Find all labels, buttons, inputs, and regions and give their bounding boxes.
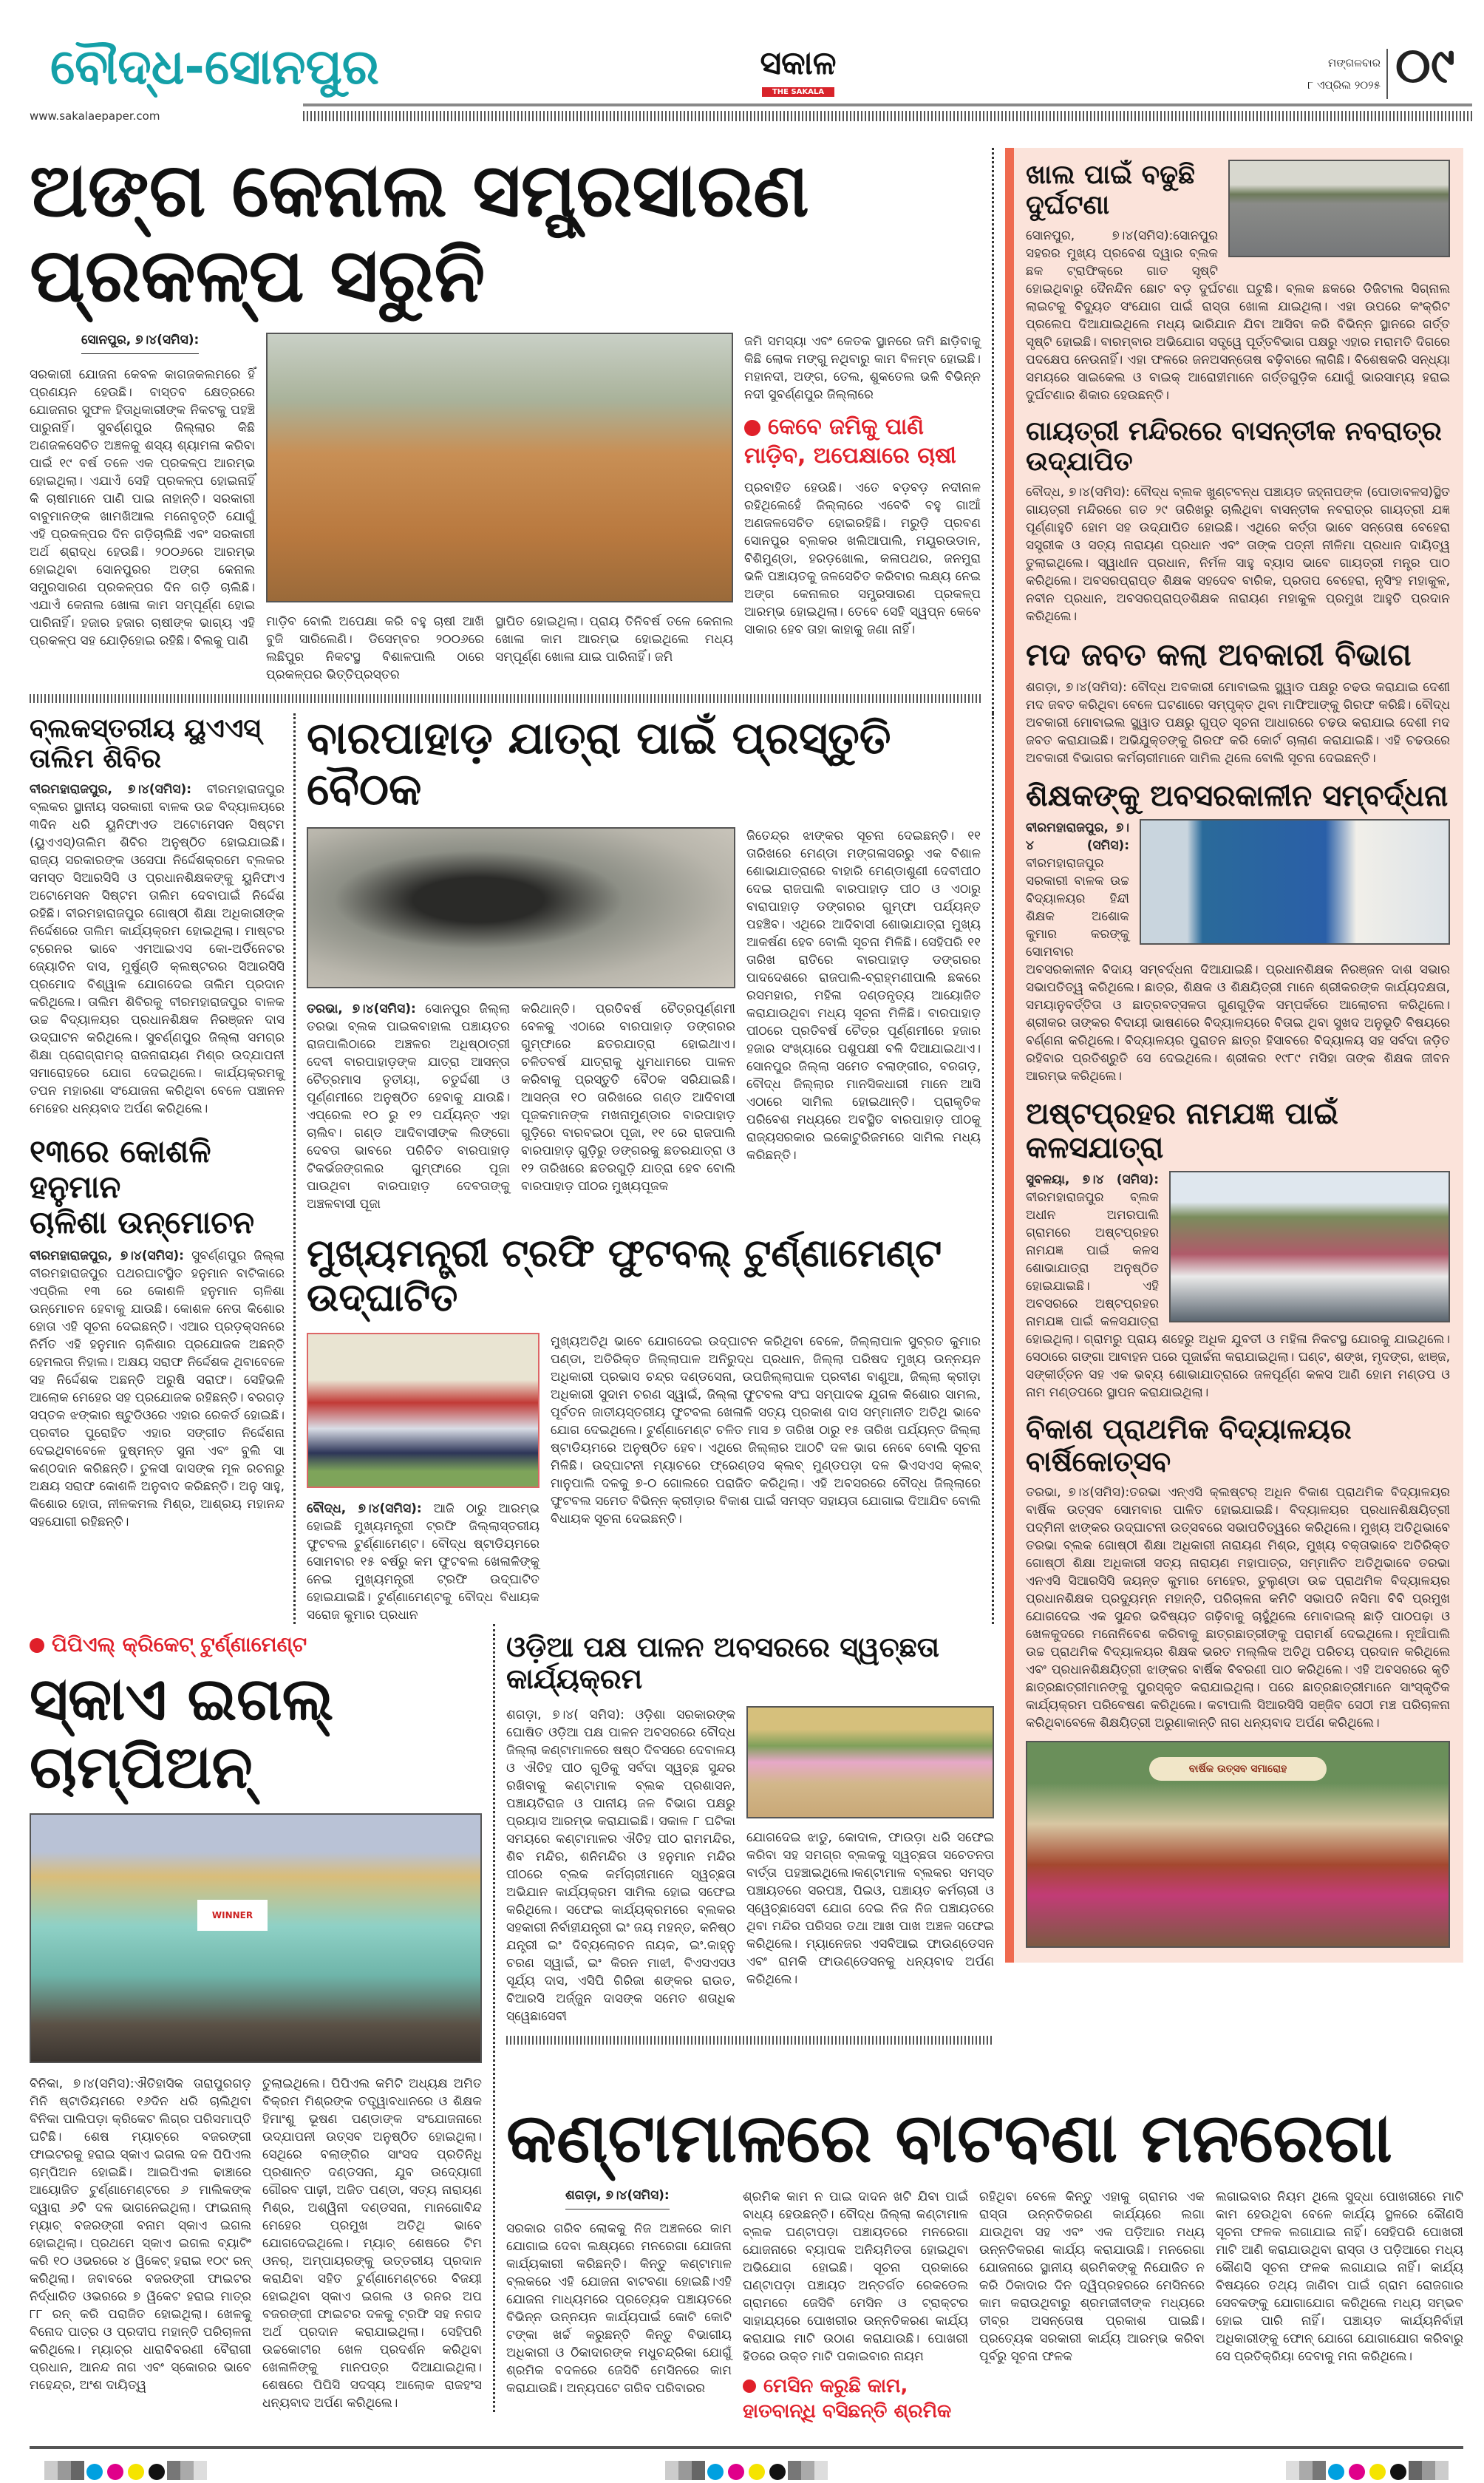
football-headline: ମୁଖ୍ୟମନ୍ତ୍ରୀ ଟ୍ରଫି ଫୁଟବଲ୍ ଟୁର୍ଣ୍ଣାମେଣ୍ଟ ଉଦ୍‌ଘାଟିତ: [307, 1232, 942, 1320]
footer: [30, 2446, 1463, 2483]
swachhata-col2: ଯୋଗଦେଇ ଝାଡୁ, କୋଦାଳ, ଫାଉଡ଼ା ଧରି ସଫେଇ କରିବା ସହ ସମଗ୍ର ବ୍ଲକକୁ ସ୍ୱଚ୍ଛତା ସଚେତନତା ବାର୍ତ୍ତା ପହଞ୍ଚାଇଥିଲେ।କଣ୍ଟାମାଳ ବ୍ଲକର ସମସ୍ତ ପଞ୍ଚାୟତରେ ସରପଞ୍ଚ, ପିଇଓ, ପଞ୍ଚାୟତ କର୍ମଚାରୀ ଓ ସ୍ୱେଚ୍ଛାସେବୀ ଯୋଗ ଦେଇ ନିଜ ନିଜ ପଞ୍ଚାୟତରେ ଥିବା ମନ୍ଦିର ପରିସର ତଥା ଆଖ ପାଖ ଅଞ୍ଚଳ ସଫେଇ କରିଥିଲେ। ମ୍ୟାନେଜର ଏସବିଆଇ ଫାଉଣ୍ଡେସନ ଏବଂ ରାମକି ଫାଉଣ୍ଡେସନକୁ ଧନ୍ୟବାଦ ଅର୍ପଣ କରିଥିଲେ।: [746, 1830, 994, 1987]
felicitation-photo: [1140, 819, 1450, 945]
lead-col1: ସରକାରୀ ଯୋଜନା କେବଳ କାଗଜକଲମରେ ହିଁ ପ୍ରଣୟନ ହେଉଛି। ବାସ୍ତବ କ୍ଷେତ୍ରରେ ଯୋଜନାର ସୁଫଳ ହିତାଧିକାରୀଙ୍କ ନିକଟକୁ ପହଞ୍ଚି ପାରୁନାହିଁ। ସୁବର୍ଣ୍ଣପୁର ଜିଲ୍ଲାର କିଛି ଅଣଜଳସେଚିତ ଅଞ୍ଚଳକୁ ଶସ୍ୟ ଶ୍ୟାମଳା କରିବା ପାଇଁ ୧୯ ବର୍ଷ ତଳେ ଏକ ପ୍ରକଳ୍ପ ଆରମ୍ଭ ହୋଇଥିଲା। ଏଯାଏଁ ସେହି ପ୍ରକଳ୍ପ ହୋଇନାହିଁ କି ଚାଷୀମାନେ ପାଣି ପାଇ ନାହାନ୍ତି। ସରକାରୀ ବାବୁମାନଙ୍କ ଖାମଖିଆଲ ମନୋବୃତ୍ତି ଯୋଗୁଁ ଏହି ପ୍ରକଳ୍ପର ଦିନ ଗଡ଼ିଚାଲିଛି ଏବଂ ସରକାରୀ ଅର୍ଥ ଶ୍ରାଦ୍ଧ ହେଉଛି। ୨୦୦୬ରେ ଆରମ୍ଭ ହୋଇଥିବା ସୋନପୁରର ଅଙ୍ଗ କେନାଲ ସମ୍ପ୍ରସାରଣ ପ୍ରକଳ୍ପର ଦିନ ଗଡ଼ି ଚାଲିଛି। ଏଯାଏଁ କେନାଲ ଖୋଳା କାମ ସମ୍ପୂର୍ଣ୍ଣ ହୋଇ ପାରିନାହିଁ। ହଜାର ହଜାର ଚାଷୀଙ୍କ ଭାଗ୍ୟ ଏହି ପ୍ରକଳ୍ପ ସହ ଯୋଡ଼ିହୋଇ ରହିଛି। ବିଲକୁ ପାଣି: [30, 367, 255, 648]
khala-headline: ଖାଲ ପାଇଁ ବଢୁଛି ଦୁର୍ଘଟଣା: [1026, 160, 1195, 221]
color-registration-marks: [44, 2461, 1449, 2483]
kalasa-headline: ଅଷ୍ଟପ୍ରହର ନାମଯଜ୍ଞ ପାଇଁ କଳସଯାତ୍ରା: [1026, 1096, 1338, 1165]
kalasa-body-b: ଶହେରୁ ଅଧିକ ଯୁବତୀ ଓ ମହିଳା ନିକଟସ୍ଥ ଯୋରକୁ ଯାଇଥିଲେ। ସେଠାରେ ଗଙ୍ଗା ଆବାହନ ପରେ ପୂଜାର୍ଚ୍ଚନା କରାଯାଇଥିଲା। ଘଣ୍ଟ, ଶଙ୍ଖ, ମୃଦଙ୍ଗ, ଝାଞ୍ଜ, ସଙ୍କୀର୍ତ୍ତନ ସହ ଏକ ଭବ୍ୟ ଶୋଭାଯାତ୍ରାରେ ଜଳପୂର୍ଣ୍ଣ କଳସ ଆଣି ହୋମ ମଣ୍ଡପ ଓ ନାମ ମଣ୍ଡପରେ ସ୍ଥାପନ କରାଯାଇଥିଲା।: [1026, 1331, 1450, 1400]
cave-photo: [307, 827, 735, 988]
football-team-photo: [307, 1333, 540, 1488]
swachhata-story: [506, 1624, 994, 2055]
vikash-headline: ବିକାଶ ପ୍ରାଥମିକ ବିଦ୍ୟାଳୟର ବାର୍ଷିକୋତ୍ସବ: [1026, 1413, 1352, 1478]
canal-photo: [266, 333, 733, 602]
page-number: ୦୯: [1395, 37, 1455, 94]
logo-text: ସକାଳ: [760, 44, 837, 82]
sambardhana-body: ବୀରମହାରାଜପୁର, ୭।୪ (ସମିସ): ବୀରମହାରାଜପୁର ସରକାରୀ ବାଳକ ଉଚ୍ଚ ବିଦ୍ୟାଳୟର ହିନ୍ଦୀ ଶିକ୍ଷକ ଅଶୋକ କୁମାର କରଙ୍କୁ ସୋମବାର ଅବସରକାଳୀନ ବିଦାୟ ସମ୍ବର୍ଦ୍ଧନା ଦିଆଯାଇଛି। ପ୍ରଧାନଶିକ୍ଷକ ନିରଞ୍ଜନ ଦାଶ ସଭାର ସଭାପତିତ୍ୱ କରିଥିଲେ। ଛାତ୍ର, ଶିକ୍ଷକ ଓ ଶିକ୍ଷୟିତ୍ରୀ ମାନେ ଶ୍ରୀକରଙ୍କ କାର୍ଯ୍ୟଦକ୍ଷତା, ସମୟାନୁବର୍ତ୍ତିତା ଓ ଛାତ୍ରବତ୍ସଳତା ଗୁଣଗୁଡ଼ିକ ସମ୍ପର୍କରେ ଆଲୋଚନା କରିଥିଲେ। ଶ୍ରୀକର ତାଙ୍କର ବିଦାୟୀ ଭାଷଣରେ ବିଦ୍ୟାଳୟରେ ବିତାଇ ଥିବା ସୁଖଦ ଅନୁଭୂତି ବିଷୟରେ ବର୍ଣ୍ଣନା କରିଥିଲେ। ବିଦ୍ୟାଳୟର ପୁରାତନ ଛାତ୍ର ହିସାବରେ ବିଦ୍ୟାଳୟ ସହ ସର୍ବଦା ଜଡ଼ିତ ରହିବାର ପ୍ରତିଶ୍ରୁତି ସେ ଦେଇଥିଲେ। ଶ୍ରୀକର ୧୯୮୯ ମସିହା ତାଙ୍କ ଶିକ୍ଷକ ଜୀବନ ଆରମ୍ଭ କରିଥିଲେ।: [1026, 820, 1450, 1084]
issue-day: ମଙ୍ଗଳବାର: [1327, 56, 1381, 69]
sambardhana-headline: ଶିକ୍ଷକଙ୍କୁ ଅବସରକାଳୀନ ସମ୍ବର୍ଦ୍ଧନା: [1026, 778, 1449, 813]
barapahad-col2: କରିଥାନ୍ତି। ପ୍ରତିବର୍ଷ ଚୈତ୍ରପୂର୍ଣ୍ଣମୀ ବେଳକୁ ଏଠାରେ ବାରପାହାଡ଼ ଡଙ୍ଗରର ଗୁମ୍ଫାରେ ଛତରଯାତ୍ରା ହୋଇଥାଏ। ଚଳିତବର୍ଷ ଯାତ୍ରାକୁ ଧୁମଧାମରେ ପାଳନ କରିବାକୁ ପ୍ରସ୍ତୁତି ବୈଠକ ସରିଯାଇଛି। ଆସନ୍ତା ୧୦ ତାରିଖରେ ଗଣ୍ଡ ଆଦିବାସୀ ପୂଜକମାନଙ୍କ ମଖନାମୁଣ୍ଡାର ବାରପାହାଡ଼ ଗୁଡ଼ିରେ ବାରବଇଠା ପୂଜା, ୧୧ ରେ ରାଜପାଲି ବାରପାହାଡ଼ ଗୁଡ଼ିରୁ ଡଙ୍ଗରକୁ ଛତରଯାତ୍ରା ଓ ୧୨ ତାରିଖରେ ଛତରଗୁଡ଼ି ଯାତ୍ରା ହେବ ବୋଲି ବାରପାହାଡ଼ ପୀଠର ମୁଖ୍ୟପୂଜକ: [521, 1002, 735, 1194]
lead-kicker: କେବେ ଜମିକୁ ପାଣି ମାଡ଼ିବ, ଅପେକ୍ଷାରେ ଚାଷୀ: [744, 414, 956, 469]
lead-dateline: ସୋନପୁର, ୭।୪(ସମିସ):: [81, 333, 199, 354]
lead-col4b: ପ୍ରବାହିତ ହେଉଛି। ଏତେ ବଡ଼ବଡ଼ ନଦୀନାଳ ରହିଥିଲେହେଁ ଜିଲ୍ଲାରେ ଏବେବି ବହୁ ଗାଆଁ ଅଣଜଳସେଚିତ ହୋଇରହିଛି। ମରୁଡ଼ି ପ୍ରବଣ ସୋନପୁର ବ୍ଲକର ଖଲିଆପାଲି, ମୟୂରଉଡାନ, ବିଶିମୁଣ୍ଡା, ହରଡ଼ଖୋଲ, କଳାପଥର, ଜନମୁରା ଭଳି ପଞ୍ଚାୟତକୁ ଜଳସେଚିତ କରିବାର ଲକ୍ଷ୍ୟ ନେଇ ଅଙ୍ଗ କେନାଲର ସମ୍ପ୍ରସାରଣ ପ୍ରକଳ୍ପ ଆରମ୍ଭ ହୋଇଥିଲା। ତେବେ ସେହି ସ୍ୱପ୍ନ କେବେ ସାକାର ହେବ ତାହା କାହାକୁ ଜଣା ନାହିଁ।: [744, 480, 981, 637]
website-url[interactable]: www.sakalaepaper.com: [30, 109, 164, 123]
manrega-dateline: ଶଗଡ଼ା, ୭।୪(ସମିସ):: [565, 2188, 670, 2209]
procession-photo: [1169, 1171, 1450, 1322]
swachhata-headline: ଓଡ଼ିଆ ପକ୍ଷ ପାଳନ ଅବସରରେ ସ୍ୱଚ୍ଛତା କାର୍ଯ୍ୟକ୍ରମ: [506, 1630, 939, 1696]
cricket-team-photo: [30, 1813, 482, 2063]
sakala-logo: [732, 44, 865, 97]
mid-section: [30, 713, 994, 1624]
vikash-story: [1026, 1413, 1450, 1948]
sambardhana-body-a: ବୀରମହାରାଜପୁର ସରକାରୀ ବାଳକ ଉଚ୍ଚ ବିଦ୍ୟାଳୟର ହିନ୍ଦୀ ଶିକ୍ଷକ ଅଶୋକ କୁମାର କରଙ୍କୁ ସୋମବାର: [1026, 855, 1129, 959]
kalasa-body-a: ବୀରମହାରାଜପୁର ବ୍ଲକ ଅଧୀନ ଅମରପାଲି ଗ୍ରାମରେ ଅଷ୍ଟପ୍ରହର ନାମଯଜ୍ଞ ପାଇଁ କଳସ ଶୋଭାଯାତ୍ରା ଅନୁଷ୍ଠିତ ହୋଇଯାଇଛି। ଏହି ଅବସରରେ ଅଷ୍ଟପ୍ରହର ନାମଯଜ୍ଞ ପାଇଁ କଳସଯାତ୍ରା ହୋଇଥିଲା। ଗ୍ରାମରୁ ପ୍ରାୟ: [1026, 1189, 1159, 1347]
vikash-body: ତରଭା, ୭।୪(ସମିସ):ତରଭା ଏନ୍‌ଏସି କ୍ଲଷ୍ଟର୍ ଅଧିନ ବିକାଶ ପ୍ରାଥମିକ ବିଦ୍ୟାଳୟର ବାର୍ଷିକ ଉତ୍ସବ ସୋମବାର ପାଳିତ ହୋଇଯାଇଛି। ବିଦ୍ୟାଳୟର ପ୍ରଧାନଶିକ୍ଷୟିତ୍ରୀ ପଦ୍ମିନୀ ଝାଙ୍କର ଉଦ୍‌ଘାଟନୀ ଉତ୍ସବରେ ସଭାପତିତ୍ୱରେ କରିଥିଲେ। ମୁଖ୍ୟ ଅତିଥିଭାବେ ତରଭା ବ୍ଲକ ଗୋଷ୍ଠୀ ଶିକ୍ଷା ଅଧିକାରୀ ନାରାୟଣ ମିଶ୍ର, ମୁଖ୍ୟ ବକ୍ତାଭାବେ ଅତିରିକ୍ତ ଗୋଷ୍ଠୀ ଶିକ୍ଷା ଅଧିକାରୀ ସତ୍ୟ ନାରାୟଣ ମହାପାତ୍ର, ସମ୍ମାନିତ ଅତିଥିଭାବେ ତରଭା ଏନଏସି ସିଆରସିସି ଜୟନ୍ତ କୁମାର ମେହେର, ତୁଲୁଣ୍ଡା ଉଚ୍ଚ ପ୍ରାଥମିକ ବିଦ୍ୟାଳୟର ପ୍ରଧାନଶିକ୍ଷକ ପ୍ରଦ୍ୟୁମ୍ନ ମହାନ୍ତି, ପରିଚାଳନା କମିଟି ସଭାପତି ନସିମା ବିବି ପ୍ରମୁଖ ଯୋଗଦେଇ ଏକ ସୁନ୍ଦର ଭବିଷ୍ୟତ ଗଢ଼ିବାକୁ ଚାହୁଁଥିଲେ ମୋବାଇଲ୍ ଛାଡ଼ି ପାଠପଢ଼ା ଓ ଖେଳକୁଦରେ ମନୋନିବେଶ କରିବାକୁ ଛାତ୍ରଛାତ୍ରୀଙ୍କୁ ପରାମର୍ଶ ଦେଇଥିଲେ। ନୂଆଁପାଲି ଉଚ୍ଚ ପ୍ରାଥମିକ ବିଦ୍ୟାଳୟର ଶିକ୍ଷକ ଭରତ ମଲ୍ଲିକ ଅତିଥି ପରିଚୟ ପ୍ରଦାନ କରିଥିଲେ ଏବଂ ପ୍ରଧାନଶିକ୍ଷୟିତ୍ରୀ ଝାଙ୍କର ବାର୍ଷିକ ବିବରଣୀ ପାଠ କରିଥିଲେ। ଏହି ଅବସରରେ କୃତି ଛାତ୍ରଛାତ୍ରୀମାନଙ୍କୁ ପୁରସ୍କୃତ କରାଯାଇଥିଲା। ପରେ ଛାତ୍ରଛାତ୍ରୀମାନେ ସାଂସ୍କୃତିକ କାର୍ଯ୍ୟକ୍ରମ ପରିବେଷଣ କରିଥିଲେ। କଟାପାଲି ସିଆରସିସି ସଞ୍ଜିବ ସେଠୀ ମଞ୍ଚ ପରିଚାଳନା କରିଥିବାବେଳେ ଶିକ୍ଷୟିତ୍ରୀ ଅରୁଣାକାନ୍ତି ନାଗ ଧନ୍ୟବାଦ ଅର୍ପଣ କରିଥିଲେ।: [1026, 1485, 1450, 1731]
ues-body: ବୀରମହାରାଜପୁର, ୭।୪(ସମିସ): ବୀରମହାରାଜପୁର ବ୍ଲକର ସ୍ଥାନୀୟ ସରକାରୀ ବାଳକ ଉଚ୍ଚ ବିଦ୍ୟାଳୟରେ ୩ଦିନ ଧରି ୟୁନିଫାଏଡ ଅଟୋମେସନ ସିଷ୍ଟମ (ୟୁଏଏସ୍)ତାଲିମ ଶିବିର ଅନୁଷ୍ଠିତ ହୋଇଯାଇଛି। ରାଜ୍ୟ ସରକାରଙ୍କ ଓସେପା ନିର୍ଦ୍ଦେଶକ୍ରମେ ବ୍ଲକର ସମସ୍ତ ସିଆରସିସି ଓ ପ୍ରଧାନଶିକ୍ଷକଙ୍କୁ ୟୁନିଫାଏ ଅଟୋମେସନ ସିଷ୍ଟମ ତାଲିମ ଦେବାପାଇଁ ନିର୍ଦ୍ଦେଶ ରହିଛି। ବୀରମହାରାଜପୁର ଗୋଷ୍ଠୀ ଶିକ୍ଷା ଅଧିକାରୀଙ୍କ ନିର୍ଦ୍ଦେଶରେ ତାଲିମ କାର୍ଯ୍ୟକ୍ରମ ହୋଇଥିଲା। ମାଷ୍ଟର ଟ୍ରେନର ଭାବେ ଏମଆଇଏସ କୋ-ଅର୍ଡିନେଟର ଜ୍ୟୋତିନ ଦାସ, ମୁର୍ଷୁଣ୍ଡି କ୍ଲଷ୍ଟରର ସିଆରସିସି ପ୍ରମୋଦ ବିଶ୍ୱାଳ ଯୋଗଦେଇ ତାଲିମ ପ୍ରଦାନ କରିଥିଲେ। ତାଲିମ ଶିବିରକୁ ବୀରମହାରାଜପୁର ବାଳକ ଉଚ୍ଚ ବିଦ୍ୟାଳୟର ପ୍ରଧାନଶିକ୍ଷକ ନିରଞ୍ଜନ ଦାସ ଉଦ୍‌ଘାଟନ କରିଥିଲେ। ସୁବର୍ଣ୍ଣପୁର ଜିଲ୍ଲା ସମଗ୍ର ଶିକ୍ଷା ପ୍ରୋଗ୍ରାମର୍ ରାଜନାରାୟଣ ମିଶ୍ର ଉଦ୍‌ଯାପନୀ ସମାରୋହରେ ଯୋଗ ଦେଇଥିଲେ। କାର୍ଯ୍ୟକ୍ରମକୁ ତପନ ମହାରଣା ସଂଯୋଜନା କରିଥିବା ବେଳେ ପଞ୍ଚାନନ ମେହେର ଧନ୍ୟବାଦ ଅର୍ପଣ କରିଥିଲେ।: [30, 781, 285, 1116]
manrega-kicker: ମେସିନ କରୁଛି କାମ, ହାତବାନ୍ଧି ବସିଛନ୍ତି ଶ୍ରମିକ: [743, 2374, 952, 2422]
gayatri-story: [1026, 416, 1450, 625]
football-col1: ବୌଦ୍ଧ, ୭।୪(ସମିସ): ଆଜି ଠାରୁ ଆରମ୍ଭ ହୋଇଛି ମୁଖ୍ୟମନ୍ତ୍ରୀ ଟ୍ରଫି ଜିଲ୍ଲାସ୍ତରୀୟ ଫୁଟବଲ ଟୁର୍ଣ୍ଣାମେଣ୍ଟ। ବୌଦ୍ଧ ଷ୍ଟାଡିୟମରେ ସୋମବାର ୧୫ ବର୍ଷରୁ କମ ଫୁଟବଲ ଖେଳାଳିଙ୍କୁ ନେଇ ମୁଖ୍ୟମନ୍ତ୍ରୀ ଟ୍ରଫି ଉଦ୍‌ଘାଟିତ ହୋଇଯାଇଛି। ଟୁର୍ଣ୍ଣାମେଣ୍ଟକୁ ବୌଦ୍ଧ ବିଧାୟକ ସରୋଜ କୁମାର ପ୍ରଧାନ: [307, 1501, 540, 1623]
manrega-col1: ସରକାର ଗରିବ ଲୋକକୁ ନିଜ ଅଞ୍ଚଳରେ କାମ ଯୋଗାଇ ଦେବା ଲକ୍ଷ୍ୟରେ ମନରେଗା ଯୋଜନା କାର୍ଯ୍ୟକାରୀ କରିଛନ୍ତି। କିନ୍ତୁ କଣ୍ଟାମାଳ ବ୍ଲକରେ ଏହି ଯୋଜନା ବାଟବଣା ହୋଇଛି।ଏହି ଯୋଜନା ମାଧ୍ୟମରେ ପ୍ରତ୍ୟେକ ପଞ୍ଚାୟତରେ ବିଭିନ୍ନ ଉନ୍ନୟନ କାର୍ଯ୍ୟପାଇଁ କୋଟି କୋଟି ଟଙ୍କା ଖର୍ଚ୍ଚ କରୁଛନ୍ତି କିନ୍ତୁ ବିଭାଗୀୟ ଅଧିକାରୀ ଓ ଠିକାଦାରଙ୍କ ମଧୁଚନ୍ଦ୍ରିକା ଯୋଗୁଁ ଶ୍ରମିକ ବଦଳରେ ଜେସିବି ମେସିନରେ କାମ କରାଯାଉଛି। ଅନ୍ୟପଟେ ଗରିବ ପରିବାରର: [506, 2221, 732, 2396]
header-hatch: [303, 111, 1472, 121]
mada-body: ଶଗଡ଼ା, ୭।୪(ସମିସ): ବୌଦ୍ଧ ଅବକାରୀ ମୋବାଇଲ ସ୍କ୍ୱାଡ ପକ୍ଷରୁ ଚଢଉ କରାଯାଇ ଦେଶୀ ମଦ ଜବତ କରିଥିବା ବେଳେ ଘଟଣାରେ ସମ୍ପୃକ୍ତ ଥିବା ମାଫିଆଙ୍କୁ ଗିରଫ କରିଛି। ବୌଦ୍ଧ ଅବକାରୀ ମୋବାଇଲ ସ୍କ୍ୱାଡ ପକ୍ଷରୁ ଗୁପ୍ତ ସୂଚନା ଆଧାରରେ ଚଢଉ କରାଯାଇ ଦେଶୀ ମଦ ଜବତ କରାଯାଇଛି। ଅଭିଯୁକ୍ତଙ୍କୁ ଗିରଫ କରି କୋର୍ଟ ଚାଲାଣ କରାଯାଇଛି। ଏହି ଚଢଉରେ ଅବକାରୀ ବିଭାଗର କର୍ମଚାରୀମାନେ ସାମିଲ ଥିଲେ ବୋଲି ସୂଚନା ଦେଇଛନ୍ତି।: [1026, 679, 1450, 766]
annual-day-photo: [1026, 1741, 1450, 1948]
manrega-col3: ରହିଥିବା ବେଳେ କିନ୍ତୁ ଏହାକୁ ଗ୍ରାମର ଏକ ରାସ୍ତା ଉନ୍ନତିକରଣ କାର୍ଯ୍ୟରେ ଲଗା ଯାଉଥିବା ସହ ଏବଂ ଏକ ପଡ଼ିଆର ମଧ୍ୟ ଉନ୍ନତିକରଣ କାର୍ଯ୍ୟ କରାଯାଉଛି। ମନରେଗା ଯୋଜନାରେ ସ୍ଥାନୀୟ ଶ୍ରମିକଙ୍କୁ ନିଯୋଜିତ ନ କରି ଠିକାଦାର ଦିନ ଦ୍ୱିପ୍ରହରରେ ମେସିନରେ କାମ କରାଉଥିବାରୁ ଶ୍ରମଜୀବୀଙ୍କ ମଧ୍ୟରେ ତୀବ୍ର ଅସନ୍ତୋଷ ପ୍ରକାଶ ପାଇଛି। ପ୍ରତ୍ୟେକ ସରକାରୀ କାର୍ଯ୍ୟ ଆରମ୍ଭ କରିବା ପୂର୍ବରୁ ସୂଚନା ଫଳକ: [979, 2189, 1205, 2364]
manrega-headline: କଣ୍ଟାମାଳରେ ବାଟବଣା ମନରେଗା: [506, 2098, 1392, 2178]
header-rule: [303, 103, 1472, 106]
issue-date: [1227, 52, 1381, 96]
cricket-col1: ବିନିକା, ୭।୪(ସମିସ):ଐତିହାସିକ ତାରାପୁରଗଡ଼ ମିନି ଷ୍ଟାଡିୟମରେ ୧୬ଦିନ ଧରି ଚାଲିଥିବା ବିନିକା ପାଲିପଡ଼ା କ୍ରିକେଟ ଲିଗ୍‌ର ପରିସମାପ୍ତି ଘଟିଛି। ଶେଷ ମ୍ୟାଚ୍‌ରେ ବଜରଙ୍ଗୀ ଫାଇଟରକୁ ହରାଇ ସ୍କାଏ ଇଗଲ ଦଳ ପିପିଏଲ ଚାମ୍ପିଅନ ହୋଇଛି। ଆଇପିଏଲ ଢାଞ୍ଚାରେ ଆୟୋଜିତ ଟୁର୍ଣ୍ଣାମେଣ୍ଟରେ ୬ ମାଲିକଙ୍କ ଦ୍ୱାରା ୬ଟି ଦଳ ଭାଗନେଇଥିଲା। ଫାଇନାଲ୍ ମ୍ୟାଚ୍ ବଜରଙ୍ଗୀ ବନାମ ସ୍କାଏ ଇଗଲ ହୋଇଥିଲା। ପ୍ରଥମେ ସ୍କାଏ ଇଗଲ ବ୍ୟାଟିଂ କରି ୧୦ ଓଭରରେ ୪ ୱିକେଟ୍ ହରାଇ ୧୦୯ ରନ୍ କରିଥିଲା। ଜବାବରେ ବଜରଙ୍ଗୀ ଫାଇଟର ନିର୍ଦ୍ଧାରିତ ଓଭରରେ ୭ ୱିକେଟ ହରାଇ ମାତ୍ର ୮୮ ରନ୍ କରି ପରାଜିତ ହୋଇଥିଲା। ଖେଳକୁ ବିନୋଦ ପାତ୍ର ଓ ପ୍ରଦୀପ ମହାନ୍ତି ପରିଚାଳନା କରିଥିଲେ। ମ୍ୟାଚ୍‌ର ଧାରାବିବରଣୀ ବୈରାଗୀ ପ୍ରଧାନ, ଆନନ୍ଦ ନାଗ ଏବଂ ସ୍କୋରର ଭାବେ ମହେନ୍ଦ୍ର, ଅଂଶ ଦାୟିତ୍ୱ: [30, 2076, 251, 2393]
barapahad-headline: ବାରପାହାଡ଼ ଯାତ୍ରା ପାଇଁ ପ୍ରସ୍ତୁତି ବୈଠକ: [307, 713, 891, 815]
mada-headline: ମଦ ଜବତ କଲା ଅବକାରୀ ବିଭାଗ: [1026, 636, 1412, 673]
cricket-col2: ତୁଲାଇଥିଲେ। ପିପିଏଲ କମିଟି ଅଧ୍ୟକ୍ଷ ଅମିତ ବିକ୍ରମ ମିଶ୍ରଙ୍କ ତତ୍ତ୍ୱାବଧାନରେ ଓ ଶିକ୍ଷକ ହିମାଂଶୁ ଭୂଷଣ ପଣ୍ଡାଙ୍କ ସଂଯୋଜନାରେ ଉଦ୍‌ଯାପନୀ ଉତ୍ସବ ଅନୁଷ୍ଠିତ ହୋଇଥିଲା। ସେଥିରେ ବଲାଙ୍ଗିର ସାଂସଦ ପ୍ରତିନିଧି ପ୍ରଶାନ୍ତ ଦଣ୍ଡସନା, ଯୁବ ଉଦ୍ୟୋଗୀ ଗୌରବ ପାଢ଼ୀ, ଅଜିତ ପଣ୍ଡା, ସତ୍ୟ ନାରାୟଣ ମିଶ୍ର, ଅଶ୍ୱିନୀ ଦଣ୍ଡସନା, ମାନଗୋବିନ୍ଦ ମେହେର ପ୍ରମୁଖ ଅତିଥି ଭାବେ ଯୋଗଦେଇଥିଲେ। ମ୍ୟାଚ୍ ଶେଷରେ ଟିମ ଓନର୍, ଅମ୍ପାୟରଙ୍କୁ ଉତ୍ତରୀୟ ପ୍ରଦାନ କରାଯିବା ସହିତ ଟୁର୍ଣ୍ଣାମେଣ୍ଟରେ ବିଜୟୀ ହୋଇଥିବା ସ୍କାଏ ଇଗଲ ଓ ରନର ଅପ ବଜରଙ୍ଗୀ ଫାଇଟର ଦଳକୁ ଟ୍ରଫି ସହ ନଗଦ ଅର୍ଥ ପ୍ରଦାନ କରାଯାଇଥିଲା। ସେହିପରି ଉଚ୍ଚକୋଟୀର ଖେଳ ପ୍ରଦର୍ଶନ କରିଥିବା ଖେଳାଳିଙ୍କୁ ମାନପତ୍ର ଦିଆଯାଇଥିଲା। ଶେଷରେ ପିପିସି ସଦସ୍ୟ ଆଲୋକ ରାଜହଂସ ଧନ୍ୟବାଦ ଅର୍ପଣ କରିଥିଲେ।: [262, 2076, 482, 2411]
briefs-box: [1005, 148, 1463, 1963]
lead-story: [30, 148, 994, 713]
khala-story: [1026, 160, 1450, 404]
lead-col4a: ଜମି ସମସ୍ୟା ଏବଂ କେତକ ସ୍ଥାନରେ ଜମି ଛାଡ଼ିବାକୁ କିଛି ଲୋକ ମଙ୍ଗୁ ନଥିବାରୁ କାମ ବିଳମ୍ବ ହୋଇଛି। ମହାନଦୀ, ଅଙ୍ଗ, ତେଲ, ଶୁକତେଲ ଭଳି ବିଭିନ୍ନ ନଦୀ ସୁବର୍ଣ୍ଣପୁର ଜିଲ୍ଲାରେ: [744, 334, 981, 402]
gayatri-body: ବୌଦ୍ଧ, ୭।୪(ସମିସ): ବୌଦ୍ଧ ବ୍ଲକ ଖୁଣ୍ଟବନ୍ଧ ପଞ୍ଚାୟତ ଜହ୍ନାପଙ୍କ (ପୋଡାବଳସ)ସ୍ଥିତ ଗାୟତ୍ରୀ ମନ୍ଦିରରେ ଗତ ୨୯ ତାରିଖରୁ ଚାଲିଥିବା ବାସନ୍ତୀକ ନବରାତ୍ର ଗାୟତ୍ରୀ ଯଜ୍ଞ ପୂର୍ଣ୍ଣାହୁତି ହୋମ ସହ ଉଦ୍‌ଯାପିତ ହୋଇଛି। ଏଥିରେ କର୍ତ୍ତା ଭାବେ ସନ୍ତୋଷ ବେହେରା ସସ୍ତ୍ରୀକ ଓ ସତ୍ୟ ନାରାୟଣ ପ୍ରଧାନ ଏବଂ ତାଙ୍କ ପତ୍ନୀ ନୀଳିମା ପ୍ରଧାନ ଦାୟିତ୍ୱ ତୁଲାଇଥିଲେ। ସ୍ୱାଧୀନ ପ୍ରଧାନ, ନିର୍ମଳ ସାହୁ ବ୍ୟାସ ଭାବେ ଗାୟତ୍ରୀ ମନ୍ତ୍ର ପାଠ କରିଥିଲେ। ଅବସରପ୍ରାପ୍ତ ଶିକ୍ଷକ ସହଦେବ ବାରିକ, ପ୍ରତାପ ବେହେରା, ନୃସିଂହ ମହାକୁଳ, ନବୀନ ପ୍ରଧାନ, ଅବସରପ୍ରାପ୍ତଶିକ୍ଷକ ନାରାୟଣ ମହାକୁଳ ପ୍ରମୁଖ ଆହୁତି ପ୍ରଦାନ କରିଥିଲେ।: [1026, 484, 1450, 624]
kalasa-story: [1026, 1097, 1450, 1402]
manrega-story: [506, 2055, 1463, 2424]
cricket-story: [30, 1624, 495, 2412]
manrega-col2: ଶ୍ରମିକ କାମ ନ ପାଇ ଦାଦନ ଖଟି ଯିବା ପାଇଁ ବାଧ୍ୟ ହେଉଛନ୍ତି। ବୌଦ୍ଧ ଜିଲ୍ଲା କଣ୍ଟାମାଳ ବ୍ଲକ ଘଣ୍ଟାପଡ଼ା ପଞ୍ଚାୟତରେ ମନରେଗା ଯୋଜନାରେ ବ୍ୟାପକ ଅନିୟମିତତା ହୋଇଥିବା ଅଭିଯୋଗ ହୋଇଛି। ସୂଚନା ପ୍ରକାରେ ଘଣ୍ଟାପଡ଼ା ପଞ୍ଚାୟତ ଅନ୍ତର୍ଗତ ରେକଡେଲ ଗ୍ରାମରେ ଜେସିବି ମେସିନ ଓ ଟ୍ରାକ୍ଟର ସାହାଯ୍ୟରେ ପୋଖରୀର ଉନ୍ନତିକରଣ କାର୍ଯ୍ୟ କରାଯାଇ ମାଟି ଉଠାଣ କରାଯାଉଛି। ପୋଖରୀ ହିଡରେ ଉକ୍ତ ମାଟି ପକାଇବାର ନାୟମ: [743, 2189, 968, 2364]
page-grid: [30, 148, 1463, 2483]
lead-col2: ମାଡ଼ିବ ବୋଲି ଅପେକ୍ଷା କରି ବହୁ ଚାଷୀ ଆଖି ବୁଜି ସାରିଲେଣି। ଡିସେମ୍ବର ୨୦୦୬ରେ ଲଛିପୁର ନିକଟସ୍ଥ ବିଶାଳପାଲି ଠାରେ ପ୍ରକଳ୍ପର ଭିତ୍ତିପ୍ରସ୍ତର: [266, 614, 484, 682]
barapahad-col3: ଜିତେନ୍ଦ୍ର ଝାଙ୍କର ସୂଚନା ଦେଇଛନ୍ତି। ୧୧ ତାରିଖରେ ମେଣ୍ଡା ମଙ୍ଗଳାସରରୁ ଏକ ବିଶାଳ ଶୋଭାଯାତ୍ରାରେ ବାହାରି ମେଣ୍ଡାଶୁଣୀ ଦେବୀପୀଠ ଦେଇ ରାଜପାଲି ବାରପାହାଡ଼ ପୀଠ ଓ ଏଠାରୁ ବାରାପାହାଡ଼ ଡଙ୍ଗରର ଗୁମ୍ଫା ପର୍ଯ୍ୟନ୍ତ ପହଞ୍ଚିବ। ଏଥିରେ ଆଦିବାସୀ ଶୋଭାଯାତ୍ରା ମୁଖ୍ୟ ଆକର୍ଷଣ ହେବ ବୋଲି ସୂଚନା ମିଳିଛି। ସେହିପରି ୧୧ ତାରିଖ ରାତିରେ ବାରପାହାଡ଼ ଡଙ୍ଗରର ପାଦଦେଶରେ ରାଜପାଲି-ବ୍ରାହ୍ମଣୀପାଲି ଛକରେ ରସମହାର, ମହିଳା ଦଣ୍ଡନୃତ୍ୟ ଆୟୋଜିତ କରାଯାଉଥିବା ମଧ୍ୟ ସୂଚନା ମିଳିଛି। ବାରପାହାଡ଼ ପୀଠରେ ପ୍ରତିବର୍ଷ ଚୈତ୍ର ପୂର୍ଣ୍ଣମୀରେ ହଜାର ହଜାର ସଂଖ୍ୟାରେ ପଶୁପକ୍ଷୀ ବଳି ଦିଆଯାଇଥାଏ। ସୋନପୁର ଜିଲ୍ଲା ସମେତ ବଲାଙ୍ଗୀର, ବରଗଡ଼, ବୌଦ୍ଧ ଜିଲ୍ଲାର ମାନସିକଧାରୀ ମାନେ ଆସି ଏଠାରେ ସାମିଲ ହୋଇଥାନ୍ତି। ପ୍ରାକୃତିକ ପରିବେଶ ମଧ୍ୟରେ ଅବସ୍ଥିତ ବାରପାହାଡ଼ ପୀଠକୁ ରାଜ୍ୟସରକାର ଇକୋଟୁରିଜମରେ ସାମିଲ ମଧ୍ୟ କରିଛନ୍ତି।: [746, 829, 981, 1163]
gayatri-headline: ଗାୟତ୍ରୀ ମନ୍ଦିରରେ ବାସନ୍ତୀକ ନବରାତ୍ର ଉଦ୍‌ଯାପିତ: [1026, 415, 1442, 478]
lead-col3: ସ୍ଥାପିତ ହୋଇଥିଲା। ପ୍ରାୟ ତିନିବର୍ଷ ତଳେ କେନାଲ ଖୋଳା କାମ ଆରମ୍ଭ ହୋଇଥିଲେ ମଧ୍ୟ ସମ୍ପୂର୍ଣ୍ଣ ଖୋଳା ଯାଇ ପାରିନାହିଁ। ଜମି: [495, 614, 733, 665]
cleaning-photo: [746, 1706, 994, 1818]
manrega-col4: ଲଗାଇବାର ନିୟମ ଥିଲେ ସୁଦ୍ଧା ପୋଖରୀରେ ମାଟି କାମ ହେଉଥିବା ବେଳେ କାର୍ଯ୍ୟ ସ୍ଥଳରେ କୌଣସି ସୂଚନା ଫଳକ ଲଗାଯାଇ ନାହିଁ। ସେହିପରି ପୋଖରୀ ମାଟି ଆଣି କରାଯାଉଥିବା ରାସ୍ତା ଓ ପଡ଼ିଆରେ ମଧ୍ୟ କୌଣସି ସୂଚନା ଫଳକ ଲଗାଯାଇ ନାହିଁ। କାର୍ଯ୍ୟ ବିଷୟରେ ତଥ୍ୟ ଜାଣିବା ପାଇଁ ଗ୍ରାମ ରୋଜଗାର ସେବକଙ୍କୁ ଯୋଗାଯୋଗ କରିଥିଲେ ମଧ୍ୟ ସମ୍ଭବ ହୋଇ ପାରି ନାହିଁ। ପଞ୍ଚାୟତ କାର୍ଯ୍ୟନିର୍ବାହୀ ଅଧିକାରୀଙ୍କୁ ଫୋନ୍ ଯୋଗେ ଯୋଗାଯୋଗ କରିବାରୁ ସେ ପ୍ରତିକ୍ରିୟା ଦେବାକୁ ମନା କରିଥିଲେ।: [1216, 2189, 1463, 2364]
hanuman-body: ବୀରମହାରାଜପୁର, ୭।୪(ସମିସ): ସୁବର୍ଣ୍ଣପୁର ଜିଲ୍ଲା ବୀରମହାରାଜପୁର ପଥରଘାଟସ୍ଥିତ ହନୁମାନ ବାଟିକାରେ ଏପ୍ରିଲ ୧୩ ରେ କୋଶଳି ହନୁମାନ ଚାଳିଶା ଉନ୍ମୋଚନ ହେବାକୁ ଯାଉଛି। କୋଶଳ ନେତା କିଶୋର ହୋତା ଏହି ସୂଚନା ଦେଇଛନ୍ତି। ଏଆର ପ୍ରଡ଼କ୍ସନରେ ନିର୍ମିତ ଏହି ହନୁମାନ ଚାଳିଶାର ପ୍ରଯୋଜକ ଅଛନ୍ତି ହେମଲତା ନିହାଲ। ଅକ୍ଷୟ ସରାଫ ନିର୍ଦ୍ଦେଶକ ଥିବାବେଳେ ସହ ନିର୍ଦ୍ଦେଶକ ଅଛନ୍ତି ଅରୁଷି ସରାଫ। ସେହିଭଳି ଆଲୋକ ମେହେର ସହ ପ୍ରଯୋଜକ ରହିଛନ୍ତି। ବରଗଡ଼ ସପ୍ତକ ଝଙ୍କାର ଷ୍ଟୁଡିଓରେ ଏହାର ରେକର୍ଡ ହୋଇଛି। ପ୍ରବୀର ପୁରୋହିତ ଏହାର ସଙ୍ଗୀତ ନିର୍ଦ୍ଦେଶନା ଦେଇଥିବାବେଳେ ଦୁଷ୍ମନ୍ତ ସୁନା ଏବଂ ବୁଲି ସା କଣ୍ଠଦାନ କରିଛନ୍ତି। ତୁଳସୀ ଦାସଙ୍କ ମୂଳ ରଚନାରୁ ଅକ୍ଷୟ ସରାଫ କୋଶଳି ଅନୁବାଦ କରିଛନ୍ତି। ଅନୁ ସାହୁ, କିଶୋର ହୋତା, ନୀଳକମଲ ମିଶ୍ର, ଆଶ୍ରୟ ମହାନନ୍ଦ ସହଯୋଗୀ ରହିଛନ୍ତି।: [30, 1248, 285, 1529]
bullet-icon: [743, 2380, 756, 2393]
hanuman-headline: ୧୩ରେ କୋଶଳି ହନୁମାନ ଚାଳିଶା ଉନ୍ମୋଚନ: [30, 1132, 255, 1241]
kalasa-body: ସୁବଳୟା, ୭।୪ (ସମିସ): ବୀରମହାରାଜପୁର ବ୍ଲକ ଅଧୀନ ଅମରପାଲି ଗ୍ରାମରେ ଅଷ୍ଟପ୍ରହର ନାମଯଜ୍ଞ ପାଇଁ କଳସ ଶୋଭାଯାତ୍ରା ଅନୁଷ୍ଠିତ ହୋଇଯାଇଛି। ଏହି ଅବସରରେ ଅଷ୍ଟପ୍ରହର ନାମଯଜ୍ଞ ପାଇଁ କଳସଯାତ୍ରା ହୋଇଥିଲା। ଗ୍ରାମରୁ ପ୍ରାୟ ଶହେରୁ ଅଧିକ ଯୁବତୀ ଓ ମହିଳା ନିକଟସ୍ଥ ଯୋରକୁ ଯାଇଥିଲେ। ସେଠାରେ ଗଙ୍ଗା ଆବାହନ ପରେ ପୂଜାର୍ଚ୍ଚନା କରାଯାଇଥିଲା। ଘଣ୍ଟ, ଶଙ୍ଖ, ମୃଦଙ୍ଗ, ଝାଞ୍ଜ, ସଙ୍କୀର୍ତ୍ତନ ସହ ଏକ ଭବ୍ୟ ଶୋଭାଯାତ୍ରାରେ ଜଳପୂର୍ଣ୍ଣ କଳସ ଆଣି ହୋମ ମଣ୍ଡପ ଓ ନାମ ମଣ୍ଡପରେ ସ୍ଥାପନ କରାଯାଇଥିଲା।: [1026, 1172, 1450, 1400]
khala-body: ସୋନପୁର, ୭।୪(ସମିସ):ସୋନପୁର ସହରର ମୁଖ୍ୟ ପ୍ରବେଶ ଦ୍ୱାର ବ୍ଲକ ଛକ ଟ୍ରାଫିକ୍‌ରେ ଗାତ ସୃଷ୍ଟି ହୋଇଥିବାରୁ ଦୈନନ୍ଦିନ ଛୋଟ ବଡ଼ ଦୁର୍ଘଟଣା ଘଟୁଛି। ବ୍ଲକ ଛକରେ ଡିଜିଟାଲ ସିଗ୍ନାଲ ଲାଇଟକୁ ବିଦ୍ୟୁତ ସଂଯୋଗ ପାଇଁ ରାସ୍ତା ଖୋଳା ଯାଇଥିଲା। ଏହା ଉପରେ କଂକ୍ରିଟ ପ୍ରଲେପ ଦିଆଯାଇଥିଲେ ମଧ୍ୟ ଭାରିଯାନ ଯିବା ଆସିବା କରି ବିଭିନ୍ନ ସ୍ଥାନରେ ଗର୍ତ୍ତ ସୃଷ୍ଟି ହୋଇଛି। ବାରମ୍ବାର ଅଭିଯୋଗ ସତ୍ତ୍ୱେ ପୂର୍ତ୍ତବିଭାଗ ପକ୍ଷରୁ ଏହାର ମରାମତି ଦିଗରେ ପଦକ୍ଷେପ ନେଉନାହିଁ। ଏହା ଫଳରେ ଜନଅସନ୍ତୋଷ ବଢ଼ିବାରେ ଲାଗିଛି। ବିଶେଷକରି ସନ୍ଧ୍ୟା ସମୟରେ ସାଇକେଲ ଓ ବାଇକ୍ ଆରୋହୀମାନେ ଗର୍ତ୍ତଗୁଡ଼ିକ ଯୋଗୁଁ ଭାରସାମ୍ୟ ହରାଇ ଦୁର୍ଘଟଣାର ଶିକାର ହେଉଛନ୍ତି।: [1026, 228, 1450, 403]
lead-headline: ଅଙ୍ଗ କେନାଲ ସମ୍ପ୍ରସାରଣ ପ୍ରକଳ୍ପ ସରୁନି: [30, 147, 809, 319]
bullet-icon: [744, 420, 760, 436]
bullet-icon: [30, 1638, 44, 1653]
football-col2: ମୁଖ୍ୟଅତିଥି ଭାବେ ଯୋଗଦେଇ ଉଦ୍‌ଘାଟନ କରିଥିବା ବେଳେ, ଜିଲ୍ଲାପାଳ ସୁବ୍ରତ କୁମାର ପଣ୍ଡା, ଅତିରିକ୍ତ ଜିଲ୍ଲାପାଳ ଅନିରୁଦ୍ଧ ପ୍ରଧାନ, ଜିଲ୍ଲା ପରିଷଦ ମୁଖ୍ୟ ଉନ୍ନୟନ ଅଧିକାରୀ ପ୍ରଭାସ ଚନ୍ଦ୍ର ଦଣ୍ଡସେନା, ଉପଜିଲ୍ଲାପାଳ ପ୍ରବୀଣ ବାଣୁଆ, ଜିଲ୍ଲା କ୍ରୀଡ଼ା ଅଧିକାରୀ ସୁଦାମ ଚରଣ ସ୍ୱାଇଁ, ଜିଲ୍ଲା ଫୁଟବଲ ସଂଘ ସମ୍ପାଦକ ଯୁଗଳ କିଶୋର ସାମଲ, ପୂର୍ବତନ ଜାତୀୟସ୍ତରୀୟ ଫୁଟବଲ ଖେଳାଳି ସତ୍ୟ ପ୍ରକାଶ ଦାସ ସମ୍ମାନୀତ ଅତିଥି ଭାବେ ଯୋଗ ଦେଇଥିଲେ। ଟୁର୍ଣ୍ଣାମେଣ୍ଟ ଚଳିତ ମାସ ୭ ତାରିଖ ଠାରୁ ୧୫ ତାରିଖ ପର୍ଯ୍ୟନ୍ତ ଜିଲ୍ଲା ଷ୍ଟାଡିୟମରେ ଅନୁଷ୍ଠିତ ହେବ। ଏଥିରେ ଜିଲ୍ଲାର ଆଠଟି ଦଳ ଭାଗ ନେବେ ବୋଲି ସୂଚନା ମିଳିଛି। ଉଦ୍‌ଘାଟନୀ ମ୍ୟାଚରେ ଫ୍ରେଣ୍ଡସ କ୍ଲବ୍ ମୁଣ୍ଡପଡ଼ା ଦଳ ଭିଏସଏସ କ୍ଲବ୍ ମାନୁପାଲି ଦଳକୁ ୭-୦ ଗୋଲରେ ପରାଜିତ କରିଥିଲା। ଏହି ଅବସରରେ ବୌଦ୍ଧ ଜିଲ୍ଲାରେ ଫୁଟବଲ ସମେତ ବିଭିନ୍ନ କ୍ରୀଡ଼ାର ବିକାଶ ପାଇଁ ସମସ୍ତ ସହାୟତା ଯୋଗାଇ ଦିଆଯିବ ବୋଲି ବିଧାୟକ ସୂଚନା ଦେଇଛନ୍ତି।: [551, 1334, 981, 1526]
logo-tagline: THE SAKALA: [762, 87, 834, 97]
cricket-headline: ସ୍କାଏ ଇଗଲ୍ ଚାମ୍ପିଅନ୍: [30, 1664, 334, 1801]
section-title: ବୌଦ୍ଧ-ସୋନପୁର: [50, 38, 379, 95]
sambardhana-story: [1026, 779, 1450, 1085]
ues-headline: ବ୍ଲକସ୍ତରୀୟ ୟୁଏଏସ୍ ତାଲିମ ଶିବିର: [30, 713, 261, 775]
issue-date-text: ୮ ଏପ୍ରିଲ ୨୦୨୫: [1307, 78, 1381, 92]
banner-text: ବାର୍ଷିକ ଉତ୍ସବ ସମାରୋହ: [1149, 1757, 1327, 1781]
winner-board: WINNER: [197, 1900, 268, 1931]
swachhata-col1: ଶଗଡ଼ା, ୭।୪( ସମିସ): ଓଡ଼ିଶା ସରକାରଙ୍କ ଘୋଷିତ ଓଡ଼ିଆ ପକ୍ଷ ପାଳନ ଅବସରରେ ବୌଦ୍ଧ ଜିଲ୍ଲା କଣ୍ଟାମାଳରେ ଷଷ୍ଠ ଦିବସରେ ଦେବାଳୟ ଓ ଐତିହ ପୀଠ ଗୁଡିକୁ ସର୍ବଦା ସ୍ୱଚ୍ଛ ସୁନ୍ଦର ରଖିବାକୁ କଣ୍ଟାମାଳ ବ୍ଲକ ପ୍ରଶାସନ, ପଞ୍ଚାୟତିରାଜ ଓ ପାନୀୟ ଜଳ ବିଭାଗ ପକ୍ଷରୁ ପ୍ରୟାସ ଆରମ୍ଭ କରାଯାଇଛି। ସକାଳ ୮ ଘଟିକା ସମୟରେ କଣ୍ଟାମାଳର ଐତିହ ପୀଠ ରାମମନ୍ଦିର, ଶିବ ମନ୍ଦିର, ଶନିମନ୍ଦିର ଓ ହନୁମାନ ମନ୍ଦିର ପୀଠରେ ବ୍ଲକ କର୍ମଚାରୀମାନେ ସ୍ୱଚ୍ଛତା ଅଭିଯାନ କାର୍ଯ୍ୟକ୍ରମ ସାମିଲ ହୋଇ ସଫେଇ କରିଥିଲେ। ସଫେଇ କାର୍ଯ୍ୟକ୍ରମରେ ବ୍ଲକର ସହକାରୀ ନିର୍ବାହୀଯନ୍ତ୍ରୀ ଇଂ ଜୟ ମହନ୍ତ, କନିଷ୍ଠ ଯନ୍ତ୍ରୀ ଇଂ ଦିବ୍ୟଲୋଚନ ନାୟକ, ଇଂ.କାହ୍ନୁ ଚରଣ ସ୍ୱାଇଁ, ଇଂ କିରନ ମାଝୀ, ବିଏସଏସଓ ସୂର୍ଯ୍ୟ ଦାସ, ଏସିପି ଗିରିଜା ଶଙ୍କର ରାଉତ, ବିଆରସି ଅର୍ଜ୍ଜୁନ ଦାସଙ୍କ ସମେତ ଶତାଧିକ ସ୍ୱେଛାସେବୀ: [506, 1707, 736, 2024]
cricket-kicker: ପିପିଏଲ୍ କ୍ରିକେଟ୍ ଟୁର୍ଣ୍ଣାମେଣ୍ଟ: [30, 1631, 482, 1658]
sambardhana-body-b: ଅବସରକାଳୀନ ବିଦାୟ ସମ୍ବର୍ଦ୍ଧନା ଦିଆଯାଇଛି। ପ୍ରଧାନଶିକ୍ଷକ ନିରଞ୍ଜନ ଦାଶ ସଭାର ସଭାପତିତ୍ୱ କରିଥିଲେ। ଛାତ୍ର, ଶିକ୍ଷକ ଓ ଶିକ୍ଷୟିତ୍ରୀ ମାନେ ଶ୍ରୀକରଙ୍କ କାର୍ଯ୍ୟଦକ୍ଷତା, ସମୟାନୁବର୍ତ୍ତିତା ଓ ଛାତ୍ରବତ୍ସଳତା ଗୁଣଗୁଡ଼ିକ ସମ୍ପର୍କରେ ଆଲୋଚନା କରିଥିଲେ। ଶ୍ରୀକର ତାଙ୍କର ବିଦାୟୀ ଭାଷଣରେ ବିଦ୍ୟାଳୟରେ ବିତାଇ ଥିବା ସୁଖଦ ଅନୁଭୂତି ବିଷୟରେ ବର୍ଣ୍ଣନା କରିଥିଲେ। ବିଦ୍ୟାଳୟର ପୁରାତନ ଛାତ୍ର ହିସାବରେ ବିଦ୍ୟାଳୟ ସହ ସର୍ବଦା ଜଡ଼ିତ ରହିବାର ପ୍ରତିଶ୍ରୁତି ସେ ଦେଇଥିଲେ। ଶ୍ରୀକର ୧୯୮୯ ମସିହା ତାଙ୍କ ଶିକ୍ଷକ ଜୀବନ ଆରମ୍ଭ କରିଥିଲେ।: [1026, 962, 1450, 1084]
footer-rule: [30, 2446, 1463, 2449]
mada-story: [1026, 637, 1450, 767]
barapahad-col1: ତରଭା, ୭।୪(ସମିସ): ସୋନପୁର ଜିଲ୍ଲା ତରଭା ବ୍ଲକ ପାଇକବାହାଲ ପଞ୍ଚାୟତର ରାଜପାଲିଠାରେ ଅଞ୍ଚଳର ଅଧିଷ୍ଠାତ୍ରୀ ଦେବୀ ବାରପାହାଡ଼ଙ୍କ ଯାତ୍ରା ଆସନ୍ତା ଚୈତ୍ରମାସ ତୃତୀୟା, ଚତୁର୍ଦ୍ଦଶୀ ଓ ପୂର୍ଣ୍ଣମୀରେ ଅନୁଷ୍ଠିତ ହେବାକୁ ଯାଉଛି। ଏପ୍ରେଲ ୧୦ ରୁ ୧୨ ପର୍ଯ୍ୟନ୍ତ ଏହା ଚାଲିବ। ଗଣ୍ଡ ଆଦିବାସୀଙ୍କ ଲିଙ୍ଗୋ ଦେବତା ଭାବରେ ପରିଚିତ ବାରପାହାଡ଼ ଟିକର୍ଭଜଙ୍ଗଲର ଗୁମ୍ଫାରେ ପୂଜା ପାଉଥିବା ବାରପାହାଡ଼ ଦେବତାଙ୍କୁ ଅଞ୍ଚଳବାସୀ ପୂଜା: [307, 1002, 510, 1212]
road-photo: [1228, 160, 1450, 257]
